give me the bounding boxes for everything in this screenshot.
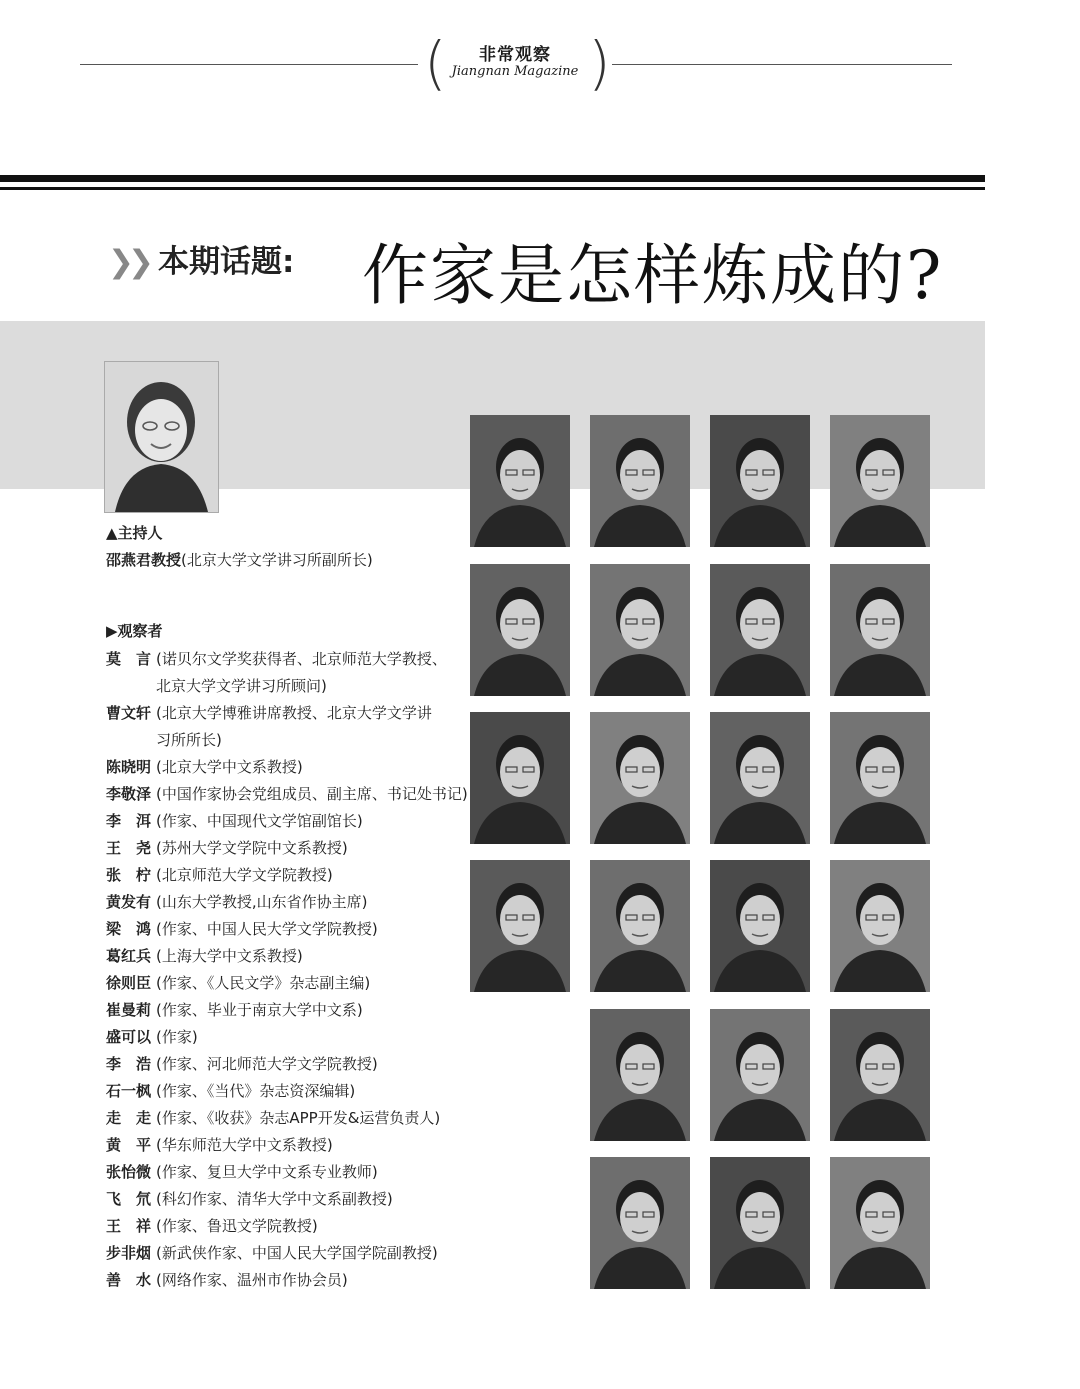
observer-name: 飞 氘: [106, 1190, 152, 1208]
observer-row: [106, 891, 367, 912]
header-bracket-left: (: [424, 29, 447, 97]
observer-portrait: [590, 1009, 690, 1141]
observer-name: 走 走: [106, 1109, 152, 1127]
observer-name: 李 浩: [106, 1055, 152, 1073]
observer-portrait: [830, 1157, 930, 1289]
observer-desc: (作家、河北师范大学文学院教授): [156, 1055, 378, 1073]
observer-desc: (新武侠作家、中国人民大学国学院副教授): [156, 1244, 438, 1262]
observer-name: 张 柠: [106, 866, 152, 884]
observer-name: 徐则臣: [106, 974, 152, 992]
header-rule-right: [612, 64, 952, 65]
observer-desc: (作家、中国现代文学馆副馆长): [156, 812, 363, 830]
observer-name: 善 水: [106, 1271, 152, 1289]
header-rule-left: [80, 64, 418, 65]
host-desc: (北京大学文学讲习所副所长): [181, 551, 373, 569]
observer-row: [106, 1026, 198, 1047]
host-photo: [104, 361, 219, 513]
observer-name: 盛可以: [106, 1028, 152, 1046]
observer-row: [106, 756, 303, 777]
observer-portrait: [470, 712, 570, 844]
observer-row: [106, 702, 432, 723]
observer-row: [106, 1242, 438, 1263]
observer-row: [106, 999, 363, 1020]
observer-name: 步非烟: [106, 1244, 152, 1262]
observer-desc: (诺贝尔文学奖获得者、北京师范大学教授、: [156, 650, 447, 668]
observer-portrait: [710, 712, 810, 844]
observer-name: 陈晓明: [106, 758, 152, 776]
observer-name: 曹文轩: [106, 704, 152, 722]
observer-name: 石一枫: [106, 1082, 152, 1100]
observer-desc: (中国作家协会党组成员、副主席、书记处书记): [156, 785, 468, 803]
observer-desc-cont: 习所所长): [156, 731, 222, 749]
observer-desc: (科幻作家、清华大学中文系副教授): [156, 1190, 393, 1208]
observer-desc-cont: 北京大学文学讲习所顾问): [156, 677, 327, 695]
observer-name: 梁 鸿: [106, 920, 152, 938]
observer-portrait: [470, 564, 570, 696]
observer-name: 黄 平: [106, 1136, 152, 1154]
observer-desc: (山东大学教授,山东省作协主席): [156, 893, 368, 911]
observer-portrait: [830, 1009, 930, 1141]
observer-name: 李 洱: [106, 812, 152, 830]
observer-row: [106, 1134, 333, 1155]
observer-desc: (作家): [156, 1028, 198, 1046]
observer-desc: (作家、《人民文学》杂志副主编): [156, 974, 371, 992]
observer-desc: (作家、复旦大学中文系专业教师): [156, 1163, 378, 1181]
header-bracket-right: ): [588, 29, 611, 97]
observer-desc: (作家、中国人民大学文学院教授): [156, 920, 378, 938]
observer-portrait: [590, 712, 690, 844]
observer-portrait: [830, 415, 930, 547]
observer-desc: (华东师范大学中文系教授): [156, 1136, 333, 1154]
observer-row: [106, 1161, 378, 1182]
observer-portrait: [830, 564, 930, 696]
observer-portrait: [830, 860, 930, 992]
observer-portrait: [710, 1009, 810, 1141]
host-line: [106, 549, 373, 570]
observer-row: [106, 945, 303, 966]
observer-row: [106, 837, 348, 858]
observer-portrait: [710, 564, 810, 696]
observer-portrait: [470, 415, 570, 547]
observer-row: [106, 783, 468, 804]
topic-label-text: 本期话题:: [157, 244, 295, 280]
observer-row: [106, 1269, 348, 1290]
observer-name: 黄发有: [106, 893, 152, 911]
observer-row: [106, 810, 363, 831]
host-name: 邵燕君教授: [106, 551, 182, 569]
observers-label: ▶观察者: [106, 622, 163, 640]
observer-name: 莫 言: [106, 650, 152, 668]
observer-desc: (作家、《当代》杂志资深编辑): [156, 1082, 356, 1100]
observer-desc: (北京师范大学文学院教授): [156, 866, 333, 884]
title-rule-thick: [0, 175, 985, 182]
column-title: 非常观察: [479, 45, 551, 65]
observer-desc: (上海大学中文系教授): [156, 947, 303, 965]
observer-row: [106, 918, 378, 939]
observer-portrait: [830, 712, 930, 844]
observer-name: 李敬泽: [106, 785, 152, 803]
observer-portrait: [470, 860, 570, 992]
observer-row: [106, 1053, 378, 1074]
observer-desc: (作家、毕业于南京大学中文系): [156, 1001, 363, 1019]
observer-portrait: [590, 1157, 690, 1289]
magazine-name: Jiangnan Magazine: [451, 64, 579, 79]
observer-name: 葛红兵: [106, 947, 152, 965]
observer-portrait: [590, 564, 690, 696]
observer-name: 王 祥: [106, 1217, 152, 1235]
observer-portrait: [710, 860, 810, 992]
observer-name: 张怡微: [106, 1163, 152, 1181]
observer-row: [106, 1107, 440, 1128]
double-chevron-icon: ❯❯: [108, 244, 148, 280]
page-title: 作家是怎样炼成的?: [362, 237, 944, 314]
observer-portrait: [710, 415, 810, 547]
observer-portrait: [710, 1157, 810, 1289]
observer-row: [106, 648, 447, 669]
observer-name: 王 尧: [106, 839, 152, 857]
observer-desc: (网络作家、温州市作协会员): [156, 1271, 348, 1289]
observer-desc: (北京大学博雅讲席教授、北京大学文学讲: [156, 704, 432, 722]
observer-portrait: [590, 415, 690, 547]
observer-desc: (作家、《收获》杂志APP开发&运营负责人): [156, 1109, 441, 1127]
observer-row: [106, 864, 333, 885]
observer-row: [106, 972, 370, 993]
title-rule-thin: [0, 187, 985, 190]
observer-name: 崔曼莉: [106, 1001, 152, 1019]
host-label: ▲主持人: [106, 524, 163, 542]
observer-desc: (作家、鲁迅文学院教授): [156, 1217, 318, 1235]
observer-desc: (苏州大学文学院中文系教授): [156, 839, 348, 857]
observer-portrait: [590, 860, 690, 992]
observer-row: [106, 1188, 393, 1209]
observer-row: [106, 1080, 355, 1101]
observer-desc: (北京大学中文系教授): [156, 758, 303, 776]
topic-label: [108, 236, 294, 281]
observer-row: [106, 1215, 318, 1236]
